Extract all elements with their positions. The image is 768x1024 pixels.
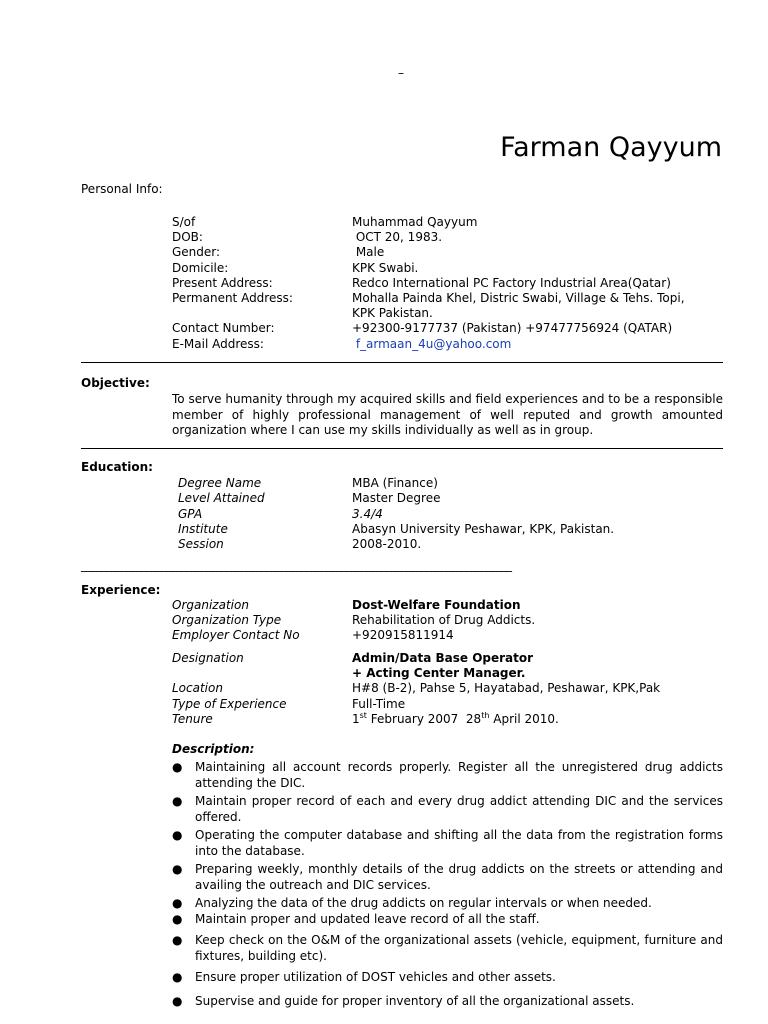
list-item-text: Maintain proper and updated leave record of all the staff. xyxy=(195,911,540,926)
info-row-dob xyxy=(172,230,732,246)
personal-info-heading: Personal Info: xyxy=(81,182,163,196)
exp-value: Dost-Welfare Foundation xyxy=(352,598,521,612)
bullet-icon: ● xyxy=(172,933,183,947)
objective-text: To serve humanity through my acquired skills and field experiences and to be a responsible member of highly professional management of well reputed and growth amounted organization where I can use my skills individually as well as in group. xyxy=(172,392,723,437)
exp-key: Designation xyxy=(172,651,244,665)
info-value: KPK Swabi. xyxy=(352,261,419,275)
list-item xyxy=(172,760,723,791)
bullet-icon: ● xyxy=(172,896,183,910)
exp-key: Organization Type xyxy=(172,613,282,627)
tenure-value xyxy=(352,712,559,727)
info-value: Muhammad Qayyum xyxy=(352,215,478,229)
exp-row-location xyxy=(172,681,732,697)
exp-key: Location xyxy=(172,681,223,695)
description-list xyxy=(172,760,723,1012)
edu-key: Institute xyxy=(178,522,228,536)
list-item xyxy=(172,994,723,1010)
info-key: Permanent Address: xyxy=(172,291,293,305)
edu-row-gpa xyxy=(178,507,738,523)
info-key: Present Address: xyxy=(172,276,273,290)
info-value: OCT 20, 1983. xyxy=(352,230,443,244)
list-item xyxy=(172,912,723,928)
bullet-icon: ● xyxy=(172,970,183,984)
exp-row-designation xyxy=(172,651,732,667)
info-row-contact-number xyxy=(172,321,732,337)
edu-row-degree xyxy=(178,476,738,492)
exp-row-organization xyxy=(172,598,732,614)
edu-row-institute xyxy=(178,522,738,538)
description-heading: Description: xyxy=(172,742,255,756)
exp-key: Employer Contact No xyxy=(172,628,300,642)
exp-value: H#8 (B-2), Pahse 5, Hayatabad, Peshawar, KPK,Pak xyxy=(352,681,661,695)
list-item xyxy=(172,862,723,893)
bullet-icon: ● xyxy=(172,760,183,774)
exp-row-tenure xyxy=(172,712,732,728)
exp-key: Organization xyxy=(172,598,249,612)
info-value: Redco International PC Factory Industrial Area(Qatar) xyxy=(352,276,671,290)
bullet-icon: ● xyxy=(172,993,183,1008)
edu-value: 2008-2010. xyxy=(352,537,422,551)
info-key: E-Mail Address: xyxy=(172,337,264,351)
info-key: Gender: xyxy=(172,245,221,259)
info-key: Domicile: xyxy=(172,261,229,275)
info-key: DOB: xyxy=(172,230,203,244)
edu-value: 3.4/4 xyxy=(352,507,383,521)
list-item xyxy=(172,896,723,912)
underscore-line: ______________________________________________________________________________________ xyxy=(81,558,511,572)
exp-value: Full-Time xyxy=(352,697,406,711)
education-heading: Education: xyxy=(81,460,153,474)
experience-heading: Experience: xyxy=(81,583,161,597)
list-item-text: Keep check on the O&M of the organizational assets (vehicle, equipment, furniture and fixtures, building etc). xyxy=(195,933,723,963)
tenure-part: April 2010. xyxy=(489,712,559,726)
info-row-sof xyxy=(172,215,732,231)
edu-key: GPA xyxy=(178,507,203,521)
list-item-text: Analyzing the data of the drug addicts on regular intervals or when needed. xyxy=(195,896,652,910)
bullet-icon: ● xyxy=(172,911,183,926)
exp-value: Rehabilitation of Drug Addicts. xyxy=(352,613,536,627)
exp-key: Tenure xyxy=(172,712,213,726)
list-item-text: Operating the computer database and shifting all the data from the registration forms into the database. xyxy=(195,828,723,858)
list-item-text: Ensure proper utilization of DOST vehicles and other assets. xyxy=(195,970,556,984)
divider xyxy=(81,448,723,449)
edu-key: Session xyxy=(178,537,224,551)
exp-row-designation-cont xyxy=(172,666,732,682)
info-value: KPK Pakistan. xyxy=(352,306,433,320)
objective-heading: Objective: xyxy=(81,376,150,390)
exp-row-type xyxy=(172,697,732,713)
exp-row-organization-type xyxy=(172,613,732,629)
info-row-email xyxy=(172,337,732,353)
info-row-domicile xyxy=(172,261,732,277)
divider xyxy=(81,362,723,363)
edu-value: Master Degree xyxy=(352,491,441,505)
info-value: Male xyxy=(352,245,385,259)
list-item-text: Maintaining all account records properly. Register all the unregistered drug addicts attending the DIC. xyxy=(195,760,723,790)
info-value: +92300-9177737 (Pakistan) +97477756924 (QATAR) xyxy=(352,321,673,335)
bullet-icon: ● xyxy=(172,862,183,876)
email-link[interactable]: f_armaan_4u@yahoo.com xyxy=(352,337,512,351)
exp-key: Type of Experience xyxy=(172,697,287,711)
info-row-present-address xyxy=(172,276,732,292)
list-item-text: Preparing weekly, monthly details of the drug addicts on the streets or attending and availing the outreach and DIC services. xyxy=(195,862,723,892)
list-item xyxy=(172,970,723,986)
list-item xyxy=(172,828,723,859)
info-value: Mohalla Painda Khel, Distric Swabi, Village & Tehs. Topi, xyxy=(352,291,685,305)
header-dash: – xyxy=(398,66,404,80)
exp-value: + Acting Center Manager. xyxy=(352,666,526,680)
edu-value: Abasyn University Peshawar, KPK, Pakistan. xyxy=(352,522,615,536)
list-item-text: Maintain proper record of each and every drug addict attending DIC and the services offered. xyxy=(195,794,723,824)
edu-row-session xyxy=(178,537,738,553)
exp-value: +920915811914 xyxy=(352,628,454,642)
info-key: S/of xyxy=(172,215,196,229)
exp-row-employer-contact xyxy=(172,628,732,644)
edu-row-level xyxy=(178,491,738,507)
list-item xyxy=(172,794,723,825)
info-row-permanent-address xyxy=(172,291,732,307)
list-item xyxy=(172,933,723,964)
tenure-sup: th xyxy=(481,711,490,720)
candidate-name: Farman Qayyum xyxy=(500,132,722,163)
edu-key: Level Attained xyxy=(178,491,265,505)
info-row-gender xyxy=(172,245,732,261)
bullet-icon: ● xyxy=(172,828,183,842)
tenure-part: 1 xyxy=(352,712,360,726)
edu-key: Degree Name xyxy=(178,476,262,490)
exp-value: Admin/Data Base Operator xyxy=(352,651,534,665)
tenure-sup: st xyxy=(359,711,367,720)
info-row-permanent-address-cont xyxy=(172,306,732,322)
tenure-part: February 2007 28 xyxy=(366,712,482,726)
bullet-icon: ● xyxy=(172,794,183,808)
info-key: Contact Number: xyxy=(172,321,275,335)
list-item-text: Supervise and guide for proper inventory of all the organizational assets. xyxy=(195,993,635,1008)
edu-value: MBA (Finance) xyxy=(352,476,438,490)
